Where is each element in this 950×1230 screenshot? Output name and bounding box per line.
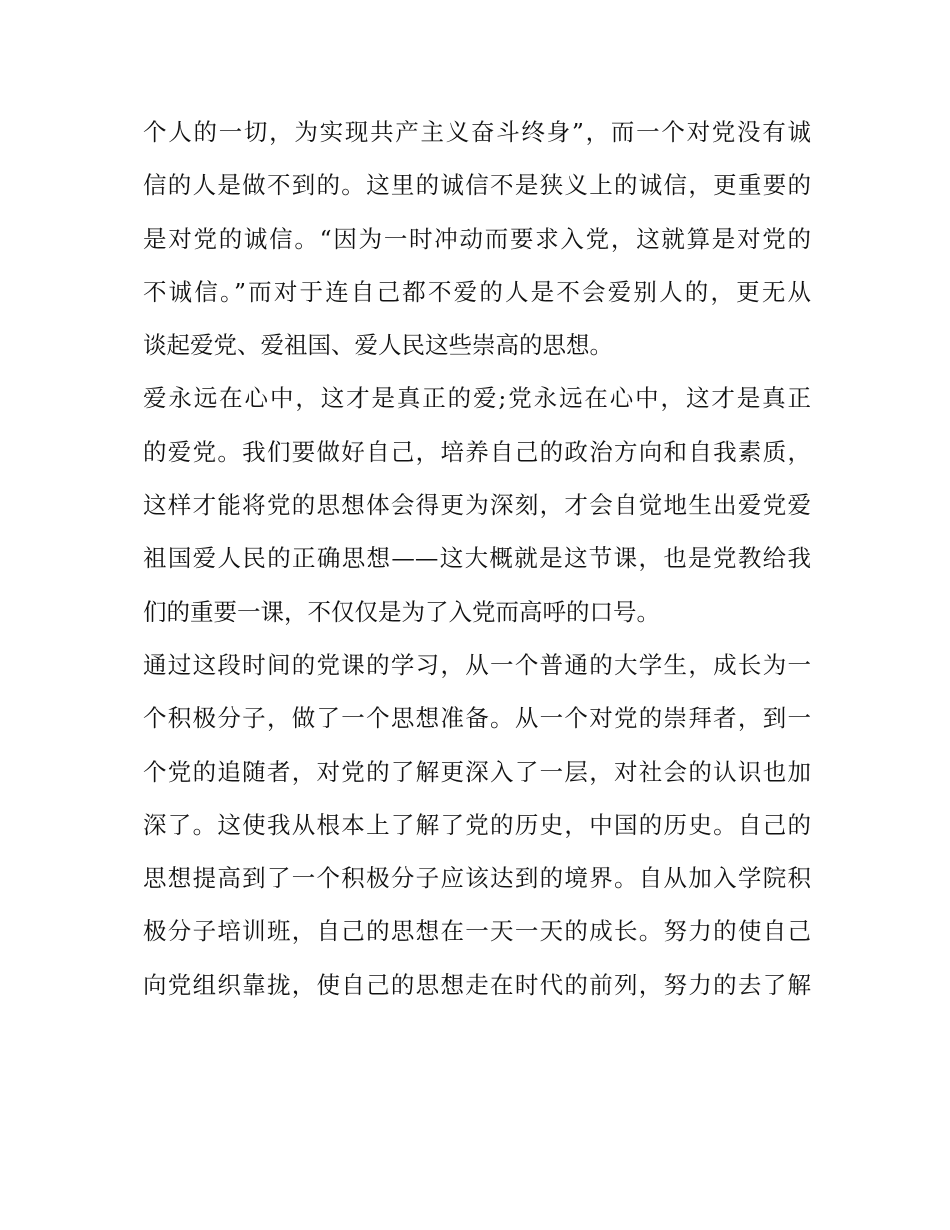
text-line: 信的人是做不到的。这里的诚信不是狭义上的诚信，更重要的: [143, 171, 811, 200]
text-line: 是对党的诚信。“因为一时冲动而要求入党，这就算是对党的: [143, 224, 811, 253]
document-body: [143, 106, 811, 1012]
paragraph-1: [143, 106, 811, 372]
text-line: 的爱党。我们要做好自己，培养自己的政治方向和自我素质，: [143, 437, 811, 466]
paragraph-3: [143, 639, 811, 1012]
text-line: 个积极分子，做了一个思想准备。从一个对党的崇拜者，到一: [143, 704, 811, 733]
paragraph-2: [143, 372, 811, 638]
text-line: 谈起爱党、爱祖国、爱人民这些崇高的思想。: [143, 331, 613, 360]
text-line: 这样才能将党的思想体会得更为深刻，才会自觉地生出爱党爱: [143, 491, 811, 520]
text-line: 深了。这使我从根本上了解了党的历史，中国的历史。自己的: [143, 810, 811, 839]
text-line: 思想提高到了一个积极分子应该达到的境界。自从加入学院积: [143, 864, 811, 893]
text-line: 向党组织靠拢，使自己的思想走在时代的前列，努力的去了解: [143, 970, 811, 999]
text-line: 个党的追随者，对党的了解更深入了一层，对社会的认识也加: [143, 757, 811, 786]
text-line: 们的重要一课，不仅仅是为了入党而高呼的口号。: [143, 597, 660, 626]
text-line: 不诚信。”而对于连自己都不爱的人是不会爱别人的，更无从: [143, 277, 811, 306]
text-line: 爱永远在心中，这才是真正的爱;党永远在心中，这才是真正: [143, 384, 811, 413]
text-line: 极分子培训班，自己的思想在一天一天的成长。努力的使自己: [143, 917, 811, 946]
text-line: 通过这段时间的党课的学习，从一个普通的大学生，成长为一: [143, 650, 811, 679]
text-line: 个人的一切，为实现共产主义奋斗终身”，而一个对党没有诚: [143, 118, 811, 146]
text-line: 祖国爱人民的正确思想——这大概就是这节课，也是党教给我: [143, 544, 811, 573]
